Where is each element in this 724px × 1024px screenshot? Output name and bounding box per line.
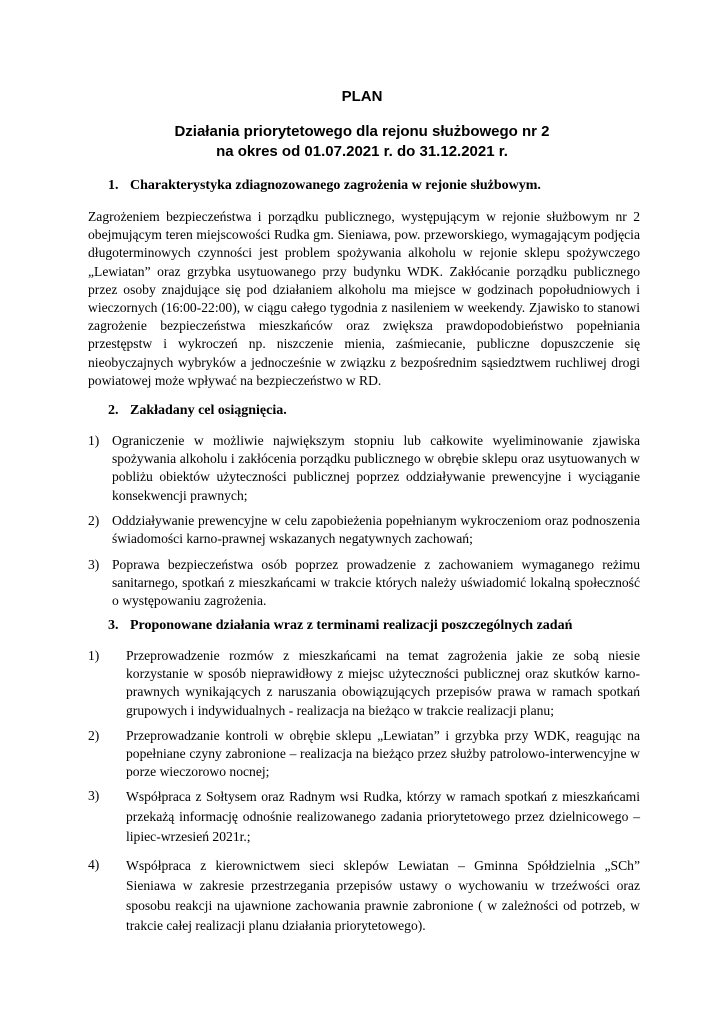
document-title: PLAN — [341, 88, 383, 105]
list-item-number: 3) — [88, 788, 100, 803]
section-3-item-1 — [88, 647, 640, 720]
section-2-item-1 — [88, 432, 640, 505]
section-2-heading — [108, 403, 287, 419]
list-item-number: 1) — [88, 648, 100, 663]
list-item-number: 3) — [88, 557, 100, 572]
section-3-item-3 — [88, 787, 640, 847]
document-subtitle-line-2: na okres od 01.07.2021 r. do 31.12.2021 r. — [216, 143, 508, 160]
list-item-number: 2) — [88, 513, 100, 528]
section-3-item-2 — [88, 727, 640, 782]
section-3-number: 3. — [108, 618, 119, 633]
list-item-text: Oddziaływanie prewencyjne w celu zapobieżenia popełnianym wykroczeniom oraz podnoszenia świadomości karno-prawnej wskazanych negatywnych zachowań; — [112, 513, 640, 547]
section-3-heading — [108, 618, 572, 634]
list-item-number: 2) — [88, 728, 100, 743]
document-subtitle-line-1: Działania priorytetowego dla rejonu służbowego nr 2 — [174, 123, 550, 140]
list-item-text: Współpraca z Sołtysem oraz Radnym wsi Rudka, którzy w ramach spotkań z mieszkańcami przekażą informację odnośnie realizowanego zadania priorytetowego przez dzielnicowego – lipiec-wrzesień 2021r.; — [126, 789, 640, 844]
section-3-item-4 — [88, 856, 640, 936]
section-2-title: Zakładany cel osiągnięcia. — [130, 403, 287, 418]
list-item-number: 1) — [88, 433, 100, 448]
section-3-title: Proponowane działania wraz z terminami realizacji poszczególnych zadań — [130, 618, 573, 633]
list-item-text: Poprawa bezpieczeństwa osób poprzez prowadzenie z zachowaniem wymaganego reżimu sanitarnego, spotkań z mieszkańcami w trakcie których należy uświadomić lokalną społeczność o występowaniu zagrożenia. — [112, 557, 640, 609]
section-2-number: 2. — [108, 403, 119, 418]
list-item-text: Ograniczenie w możliwie największym stopniu lub całkowite wyeliminowanie zjawiska spożywania alkoholu i zakłócenia porządku publicznego w obrębie sklepu oraz usytuowanych w pobliżu obiektów użyteczności publicznej poprzez oddziaływanie prewencyjne i wyciąganie konsekwencji prawnych; — [112, 433, 640, 503]
list-item-text: Współpraca z kierownictwem sieci sklepów Lewiatan – Gminna Spółdzielnia „SCh” Sieniawa w zakresie przestrzegania przepisów ustawy o wychowaniu w trzeźwości oraz sposobu reakcji na ujawnione zachowania prawnie zabronione ( w zależności od potrzeb, w trakcie całej realizacji planu działania priorytetowego). — [126, 858, 640, 933]
list-item-text: Przeprowadzenie rozmów z mieszkańcami na temat zagrożenia jakie ze sobą niesie korzystanie w sposób nieprawidłowy z miejsc użyteczności publicznej oraz skutków karno-prawnych wynikających z naruszania obowiązujących przepisów prawa w ramach spotkań grupowych i indywidualnych - realizacja na bieżąco w trakcie realizacji planu; — [126, 648, 640, 718]
section-2-item-3 — [88, 556, 640, 611]
section-1-body: Zagrożeniem bezpieczeństwa i porządku publicznego, występującym w rejonie służbowym nr 2 obejmującym teren miejscowości Rudka gm. Sieniawa, pow. przeworskiego, wymagającym podjęcia długoterminowych czynności jest problem spożywania alkoholu w rejonie sklepu spożywczego „Lewiatan” oraz grzybka usytuowanego przy budynku WDK. Zakłócanie porządku publicznego przez osoby znajdujące się pod działaniem alkoholu ma miejsce w godzinach popołudniowych i wieczornych (16:00-22:00), w ciągu całego tygodnia z nasileniem w weekendy. Zjawisko to stanowi zagrożenie bezpieczeństwa mieszkańców oraz zwiększa prawdopodobieństwo popełniania przestępstw i wykroczeń np. niszczenie mienia, zaśmiecanie, publiczne dopuszczenie się nieobyczajnych wybryków a jednocześnie w związku z bezpośrednim sąsiedztwem ruchliwej drogi powiatowej może wpływać na bezpieczeństwo w RD. — [88, 209, 640, 388]
section-2-item-2 — [88, 512, 640, 548]
section-1-title: Charakterystyka zdiagnozowanego zagrożenia w rejonie służbowym. — [130, 178, 541, 193]
list-item-text: Przeprowadzanie kontroli w obrębie sklepu „Lewiatan” i grzybka przy WDK, reagując na popełniane czyny zabronione – realizacja na bieżąco przez służby patrolowo-interwencyjne w porze wieczorowo nocnej; — [126, 728, 640, 780]
section-1-number: 1. — [108, 178, 119, 193]
list-item-number: 4) — [88, 857, 100, 872]
section-1-heading — [108, 178, 541, 194]
